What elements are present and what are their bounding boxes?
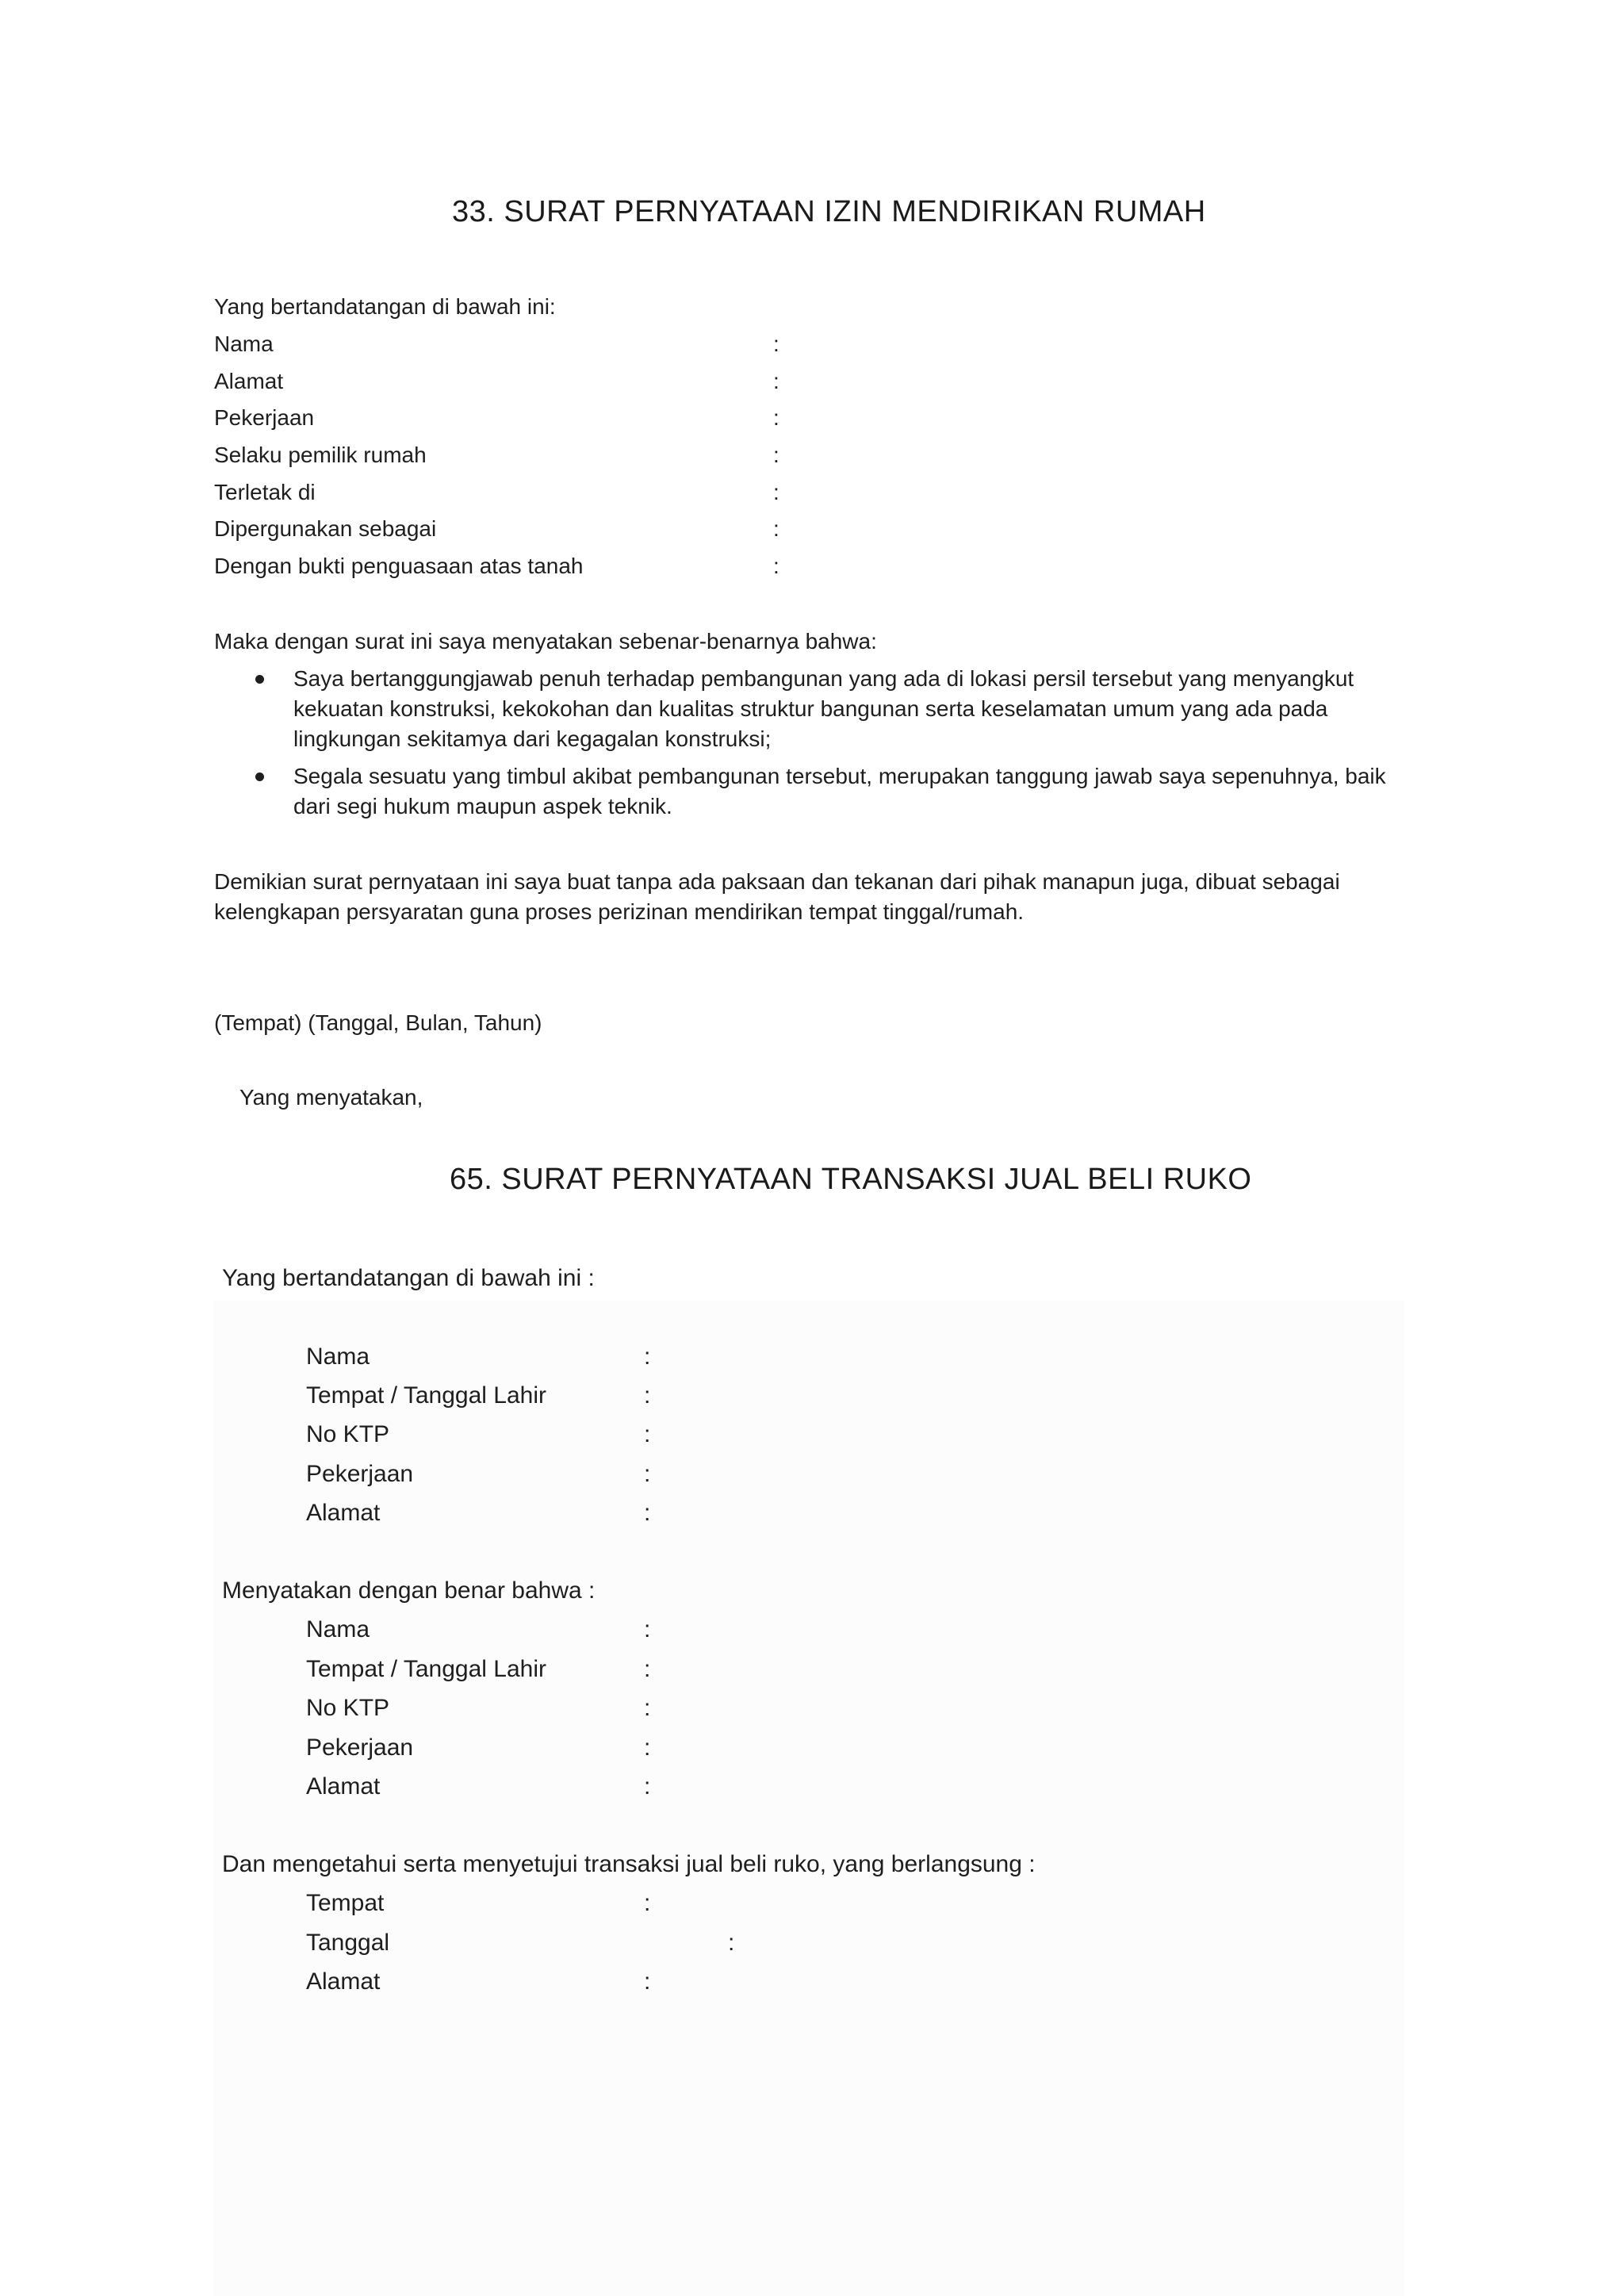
doc1-place-date: (Tempat) (Tanggal, Bulan, Tahun): [214, 1010, 542, 1035]
doc1-field-label: Selaku pemilik rumah: [214, 443, 427, 467]
doc2-party1-label: No KTP: [306, 1421, 390, 1447]
doc2-transaction-colon: :: [644, 1968, 651, 1995]
doc2-party2-colon: :: [644, 1695, 651, 1721]
doc1-field-label: Dipergunakan sebagai: [214, 516, 437, 541]
doc2-transaction-intro: Dan mengetahui serta menyetujui transaksi jual beli ruko, yang berlangsung :: [222, 1851, 1036, 1877]
page-background-panel: [214, 1301, 1404, 2296]
doc2-party2-colon: :: [644, 1616, 651, 1642]
doc2-declare: Menyatakan dengan benar bahwa :: [222, 1577, 596, 1604]
doc2-party1-label: Tempat / Tanggal Lahir: [306, 1382, 546, 1409]
doc1-bullet-item: Saya bertanggungjawab penuh terhadap pembangunan yang ada di lokasi persil tersebut yang menyangkut kekuatan konstruksi, kekokohan dan kualitas struktur bangunan serta keselamatan umum yang ada pada lingkungan sekitamya dari kegagalan konstruksi;: [293, 666, 1354, 751]
doc2-title: 65. SURAT PERNYATAAN TRANSAKSI JUAL BELI RUKO: [450, 1163, 1252, 1196]
doc2-party1-colon: :: [644, 1500, 651, 1526]
doc2-party1-colon: :: [644, 1461, 651, 1487]
doc2-transaction-colon: :: [728, 1930, 735, 1956]
doc1-field-label: Pekerjaan: [214, 405, 315, 430]
doc2-transaction-label: Alamat: [306, 1968, 381, 1995]
doc2-party2-colon: :: [644, 1656, 651, 1682]
doc2-transaction-label: Tempat: [306, 1890, 385, 1916]
doc2-transaction-label: Tanggal: [306, 1930, 390, 1956]
doc2-party2-label: Alamat: [306, 1773, 381, 1800]
doc2-party1-label: Alamat: [306, 1500, 381, 1526]
doc2-party2-label: Nama: [306, 1616, 370, 1642]
doc1-field-colon: :: [773, 554, 779, 578]
doc2-party1-label: Pekerjaan: [306, 1461, 414, 1487]
doc1-field-colon: :: [773, 332, 779, 356]
doc1-field-colon: :: [773, 405, 779, 430]
doc1-field-colon: :: [773, 480, 779, 504]
bullet-icon: [255, 772, 264, 781]
doc2-party1-colon: :: [644, 1382, 651, 1409]
doc2-party2-label: Pekerjaan: [306, 1734, 414, 1761]
doc2-party1-colon: :: [644, 1343, 651, 1370]
doc1-statement-intro: Maka dengan surat ini saya menyatakan sebenar-benarnya bahwa:: [214, 629, 877, 654]
doc2-party1-label: Nama: [306, 1343, 370, 1370]
doc1-field-label: Nama: [214, 332, 274, 356]
doc1-field-label: Terletak di: [214, 480, 316, 504]
doc1-field-label: Dengan bukti penguasaan atas tanah: [214, 554, 584, 578]
doc1-field-colon: :: [773, 516, 779, 541]
doc2-party2-colon: :: [644, 1773, 651, 1800]
doc1-closing-paragraph: Demikian surat pernyataan ini saya buat tanpa ada paksaan dan tekanan dari pihak manapun juga, dibuat sebagai kelengkapan persyaratan guna proses perizinan mendirikan tempat tinggal/rumah.: [214, 869, 1340, 924]
doc1-field-label: Alamat: [214, 369, 284, 393]
doc1-field-colon: :: [773, 443, 779, 467]
doc2-party2-label: No KTP: [306, 1695, 390, 1721]
doc1-signatory: Yang menyatakan,: [239, 1085, 423, 1110]
doc1-bullet-item: Segala sesuatu yang timbul akibat pembangunan tersebut, merupakan tanggung jawab saya sepenuhnya, baik dari segi hukum maupun aspek teknik.: [293, 764, 1386, 818]
doc1-intro: Yang bertandatangan di bawah ini:: [214, 294, 556, 319]
doc1-field-colon: :: [773, 369, 779, 393]
doc2-intro: Yang bertandatangan di bawah ini :: [222, 1265, 595, 1291]
doc2-party1-colon: :: [644, 1421, 651, 1447]
bullet-icon: [255, 675, 264, 684]
doc2-party2-label: Tempat / Tanggal Lahir: [306, 1656, 546, 1682]
doc2-transaction-colon: :: [644, 1890, 651, 1916]
doc2-party2-colon: :: [644, 1734, 651, 1761]
doc1-title: 33. SURAT PERNYATAAN IZIN MENDIRIKAN RUMAH: [452, 195, 1206, 228]
